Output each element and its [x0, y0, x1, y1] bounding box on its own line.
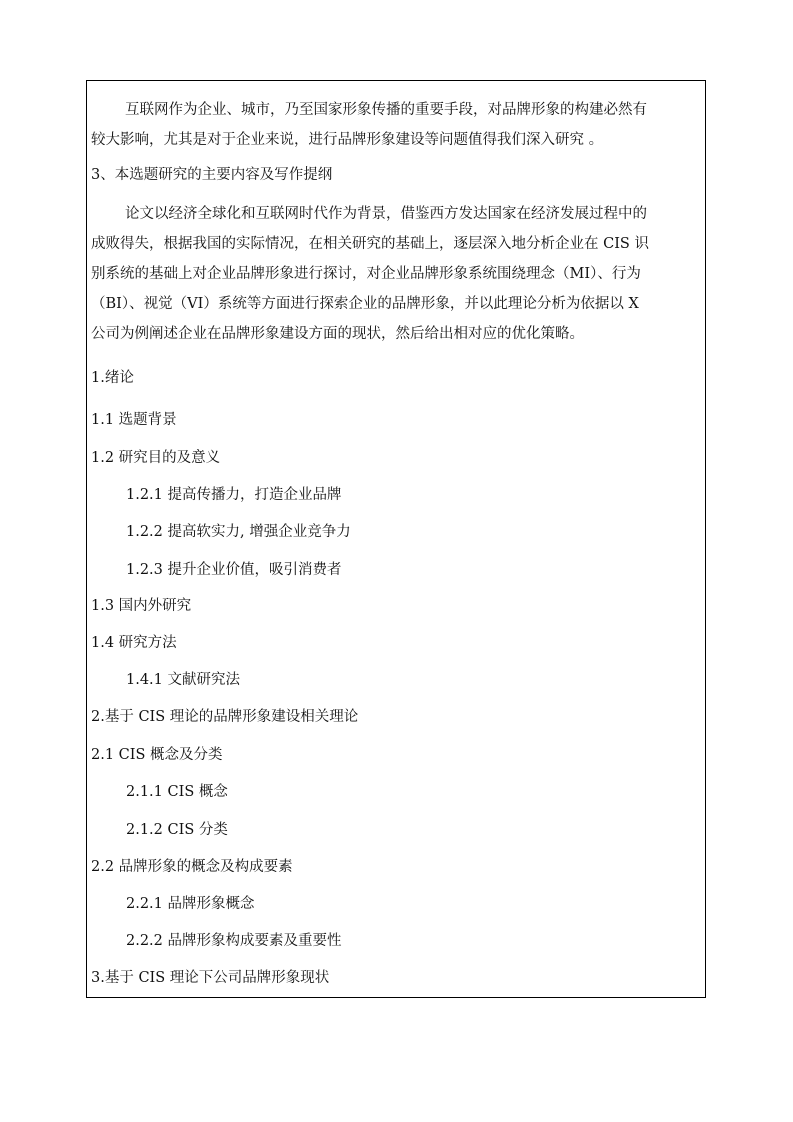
outline-item: 2.1.2 CIS 分类 — [126, 822, 228, 838]
body-paragraph-line: 别系统的基础上对企业品牌形象进行探讨，对企业品牌形象系统围绕理念（MI）、行为 — [91, 266, 641, 282]
intro-paragraph-line: 互联网作为企业、城市，乃至国家形象传播的重要手段，对品牌形象的构建必然有 — [125, 102, 647, 118]
section-heading: 3、本选题研究的主要内容及写作提纲 — [91, 167, 333, 183]
outline-item: 2.1 CIS 概念及分类 — [91, 747, 223, 763]
outline-item: 1.2.1 提高传播力，打造企业品牌 — [126, 487, 342, 503]
outline-item: 1.1 选题背景 — [91, 412, 177, 428]
outline-item: 2.2 品牌形象的概念及构成要素 — [91, 859, 293, 875]
outline-item: 1.2.3 提升企业价值，吸引消费者 — [126, 562, 342, 578]
outline-item: 2.1.1 CIS 概念 — [126, 784, 228, 800]
outline-item: 2.2.1 品牌形象概念 — [126, 896, 255, 912]
intro-paragraph-line: 较大影响，尤其是对于企业来说，进行品牌形象建设等问题值得我们深入研究 。 — [91, 132, 604, 148]
body-paragraph-line: 论文以经济全球化和互联网时代作为背景，借鉴西方发达国家在经济发展过程中的 — [125, 206, 647, 222]
outline-item: 1.4 研究方法 — [91, 635, 177, 651]
outline-item: 1.2 研究目的及意义 — [91, 450, 221, 466]
body-paragraph-line: 成败得失，根据我国的实际情况，在相关研究的基础上，逐层深入地分析企业在 CIS 识 — [91, 236, 649, 252]
body-paragraph-line: （BI）、视觉（VI）系统等方面进行探索企业的品牌形象，并以此理论分析为依据以 X — [91, 296, 639, 312]
outline-item: 3.基于 CIS 理论下公司品牌形象现状 — [91, 970, 330, 986]
outline-item: 1.4.1 文献研究法 — [126, 672, 241, 688]
outline-item: 1.3 国内外研究 — [91, 598, 192, 614]
outline-item: 1.2.2 提高软实力, 增强企业竞争力 — [126, 524, 351, 540]
outline-item: 2.2.2 品牌形象构成要素及重要性 — [126, 933, 342, 949]
outline-item: 2.基于 CIS 理论的品牌形象建设相关理论 — [91, 709, 359, 725]
body-paragraph-line: 公司为例阐述企业在品牌形象建设方面的现状，然后给出相对应的优化策略。 — [91, 326, 584, 342]
outline-item: 1.绪论 — [91, 370, 134, 386]
